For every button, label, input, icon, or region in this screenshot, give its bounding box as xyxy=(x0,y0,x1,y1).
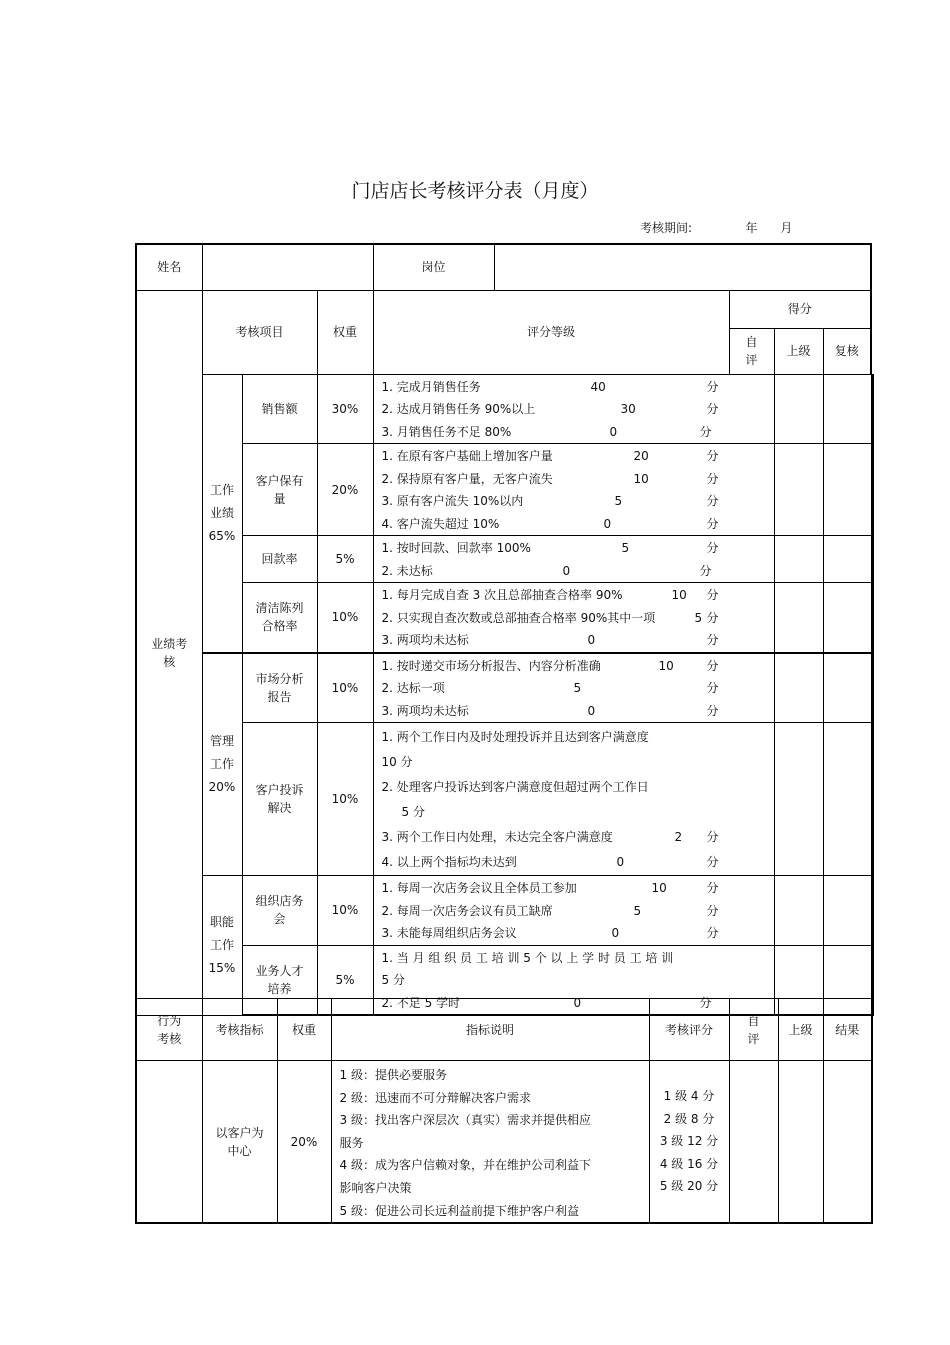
section-performance: 业绩考核 xyxy=(136,290,202,1015)
superior-score-cell[interactable] xyxy=(778,1061,823,1224)
review-score-cell[interactable] xyxy=(871,583,873,653)
review-score-cell[interactable] xyxy=(871,444,873,536)
col-desc-header: 指标说明 xyxy=(331,999,649,1061)
item-criteria: 1. 在原有客户基础上增加客户量 20 分 2. 保持原有客户量，无客户流失 10 分 3. 原有客户流失 10%以内 5 分 4. 客户流失超过 10% 0 分 xyxy=(373,444,774,536)
item-weight: 10% xyxy=(317,723,373,876)
item-name: 清洁陈列合格率 xyxy=(242,583,317,653)
item-name: 组织店务会 xyxy=(242,876,317,946)
self-score-cell[interactable] xyxy=(774,374,823,444)
review-score-cell[interactable] xyxy=(871,536,873,583)
group-work-performance: 工作业绩 65% xyxy=(202,374,242,653)
col-weight-header: 权重 xyxy=(317,290,373,374)
item-weight: 5% xyxy=(317,945,373,1015)
superior-score-cell[interactable] xyxy=(823,723,871,876)
performance-table xyxy=(135,243,874,1016)
superior-score-cell[interactable] xyxy=(823,444,871,536)
item-name: 市场分析报告 xyxy=(242,653,317,723)
review-score-cell[interactable] xyxy=(871,374,873,444)
col-self-header: 自评 xyxy=(729,999,778,1061)
self-score-cell[interactable] xyxy=(774,444,823,536)
review-score-cell[interactable] xyxy=(871,876,873,946)
item-name: 销售额 xyxy=(242,374,317,444)
superior-score-cell[interactable] xyxy=(823,374,871,444)
self-score-cell[interactable] xyxy=(774,876,823,946)
item-criteria: 1. 两个工作日内及时处理投诉并且达到客户满意度 10 分 2. 处理客户投诉达到客户满意度但超过两个工作日 5 分 3. 两个工作日内处理，未达完全客户满意度 2 分 4. 以上两个指标均未达到 0 分 xyxy=(373,723,774,876)
section-behavior: 行为考核 xyxy=(136,999,202,1061)
indicator-description: 1 级：提供必要服务 2 级：迅速而不可分辩解决客户需求 3 级：找出客户深层次（真实）需求并提供相应 服务 4 级：成为客户信赖对象，并在维护公司利益下 影响客户决策 5 级：促进公司长远利益前提下维护客户利益 xyxy=(331,1061,649,1224)
result-cell[interactable] xyxy=(823,1061,872,1224)
item-criteria: 1. 完成月销售任务 40 分 2. 达成月销售任务 90%以上 30 分 3. 月销售任务不足 80% 0 分 xyxy=(373,374,774,444)
group-functional-work: 职能工作 15% xyxy=(202,876,242,1016)
superior-score-cell[interactable] xyxy=(823,536,871,583)
self-score-cell[interactable] xyxy=(774,536,823,583)
indicator-scores: 1 级 4 分 2 级 8 分 3 级 12 分 4 级 16 分 5 级 20 分 xyxy=(649,1061,729,1224)
item-name: 客户投诉解决 xyxy=(242,723,317,876)
item-criteria: 1. 每月完成自查 3 次且总部抽查合格率 90% 10 分 2. 只实现自查次数或总部抽查合格率 90%其中一项 5 分 3. 两项均未达标 0 分 xyxy=(373,583,774,653)
item-name: 客户保有量 xyxy=(242,444,317,536)
col-self-header: 自评 xyxy=(729,328,774,374)
item-weight: 5% xyxy=(317,536,373,583)
self-score-cell[interactable] xyxy=(774,583,823,653)
indicator-name: 以客户为中心 xyxy=(202,1061,277,1224)
behavior-empty-cell xyxy=(136,1061,202,1224)
col-result-header: 结果 xyxy=(823,999,872,1061)
self-score-cell[interactable] xyxy=(774,723,823,876)
name-label: 姓名 xyxy=(136,244,202,290)
col-indicator-header: 考核指标 xyxy=(202,999,277,1061)
item-weight: 30% xyxy=(317,374,373,444)
item-name: 业务人才培养 xyxy=(242,945,317,1015)
item-weight: 10% xyxy=(317,653,373,723)
col-weight-header: 权重 xyxy=(277,999,331,1061)
self-score-cell[interactable] xyxy=(774,653,823,723)
group-management-work: 管理工作 20% xyxy=(202,653,242,876)
col-review-header: 复核 xyxy=(823,328,871,374)
behavior-table xyxy=(135,998,873,1224)
col-score-header: 得分 xyxy=(729,290,871,328)
item-criteria: 1. 每周一次店务会议且全体员工参加 10 分 2. 每周一次店务会议有员工缺席 5 分 3. 未能每周组织店务会议 0 分 xyxy=(373,876,774,946)
col-grade-header: 评分等级 xyxy=(373,290,729,374)
post-label: 岗位 xyxy=(373,244,494,290)
page-title: 门店店长考核评分表（月度） xyxy=(351,180,599,202)
indicator-weight: 20% xyxy=(277,1061,331,1224)
superior-score-cell[interactable] xyxy=(823,876,871,946)
item-weight: 20% xyxy=(317,444,373,536)
item-criteria: 1. 按时递交市场分析报告、内容分析准确 10 分 2. 达标一项 5 分 3. 两项均未达标 0 分 xyxy=(373,653,774,723)
item-criteria: 1. 当 月 组 织 员 工 培 训 5 个 以 上 学 时 员 工 培 训 5 分 2. 不足 5 学时 0 分 xyxy=(373,945,774,1015)
item-criteria: 1. 按时回款、回款率 100% 5 分 2. 未达标 0 分 xyxy=(373,536,774,583)
item-weight: 10% xyxy=(317,583,373,653)
review-score-cell[interactable] xyxy=(871,723,873,876)
col-item-header: 考核项目 xyxy=(202,290,317,374)
superior-score-cell[interactable] xyxy=(823,583,871,653)
col-superior-header: 上级 xyxy=(774,328,823,374)
superior-score-cell[interactable] xyxy=(823,653,871,723)
col-superior-header: 上级 xyxy=(778,999,823,1061)
review-score-cell[interactable] xyxy=(871,653,873,723)
self-score-cell[interactable] xyxy=(729,1061,778,1224)
assessment-period: 考核期间: 年 月 xyxy=(640,221,793,235)
item-weight: 10% xyxy=(317,876,373,946)
post-field[interactable] xyxy=(494,244,871,290)
col-eval-header: 考核评分 xyxy=(649,999,729,1061)
name-field[interactable] xyxy=(202,244,373,290)
item-name: 回款率 xyxy=(242,536,317,583)
